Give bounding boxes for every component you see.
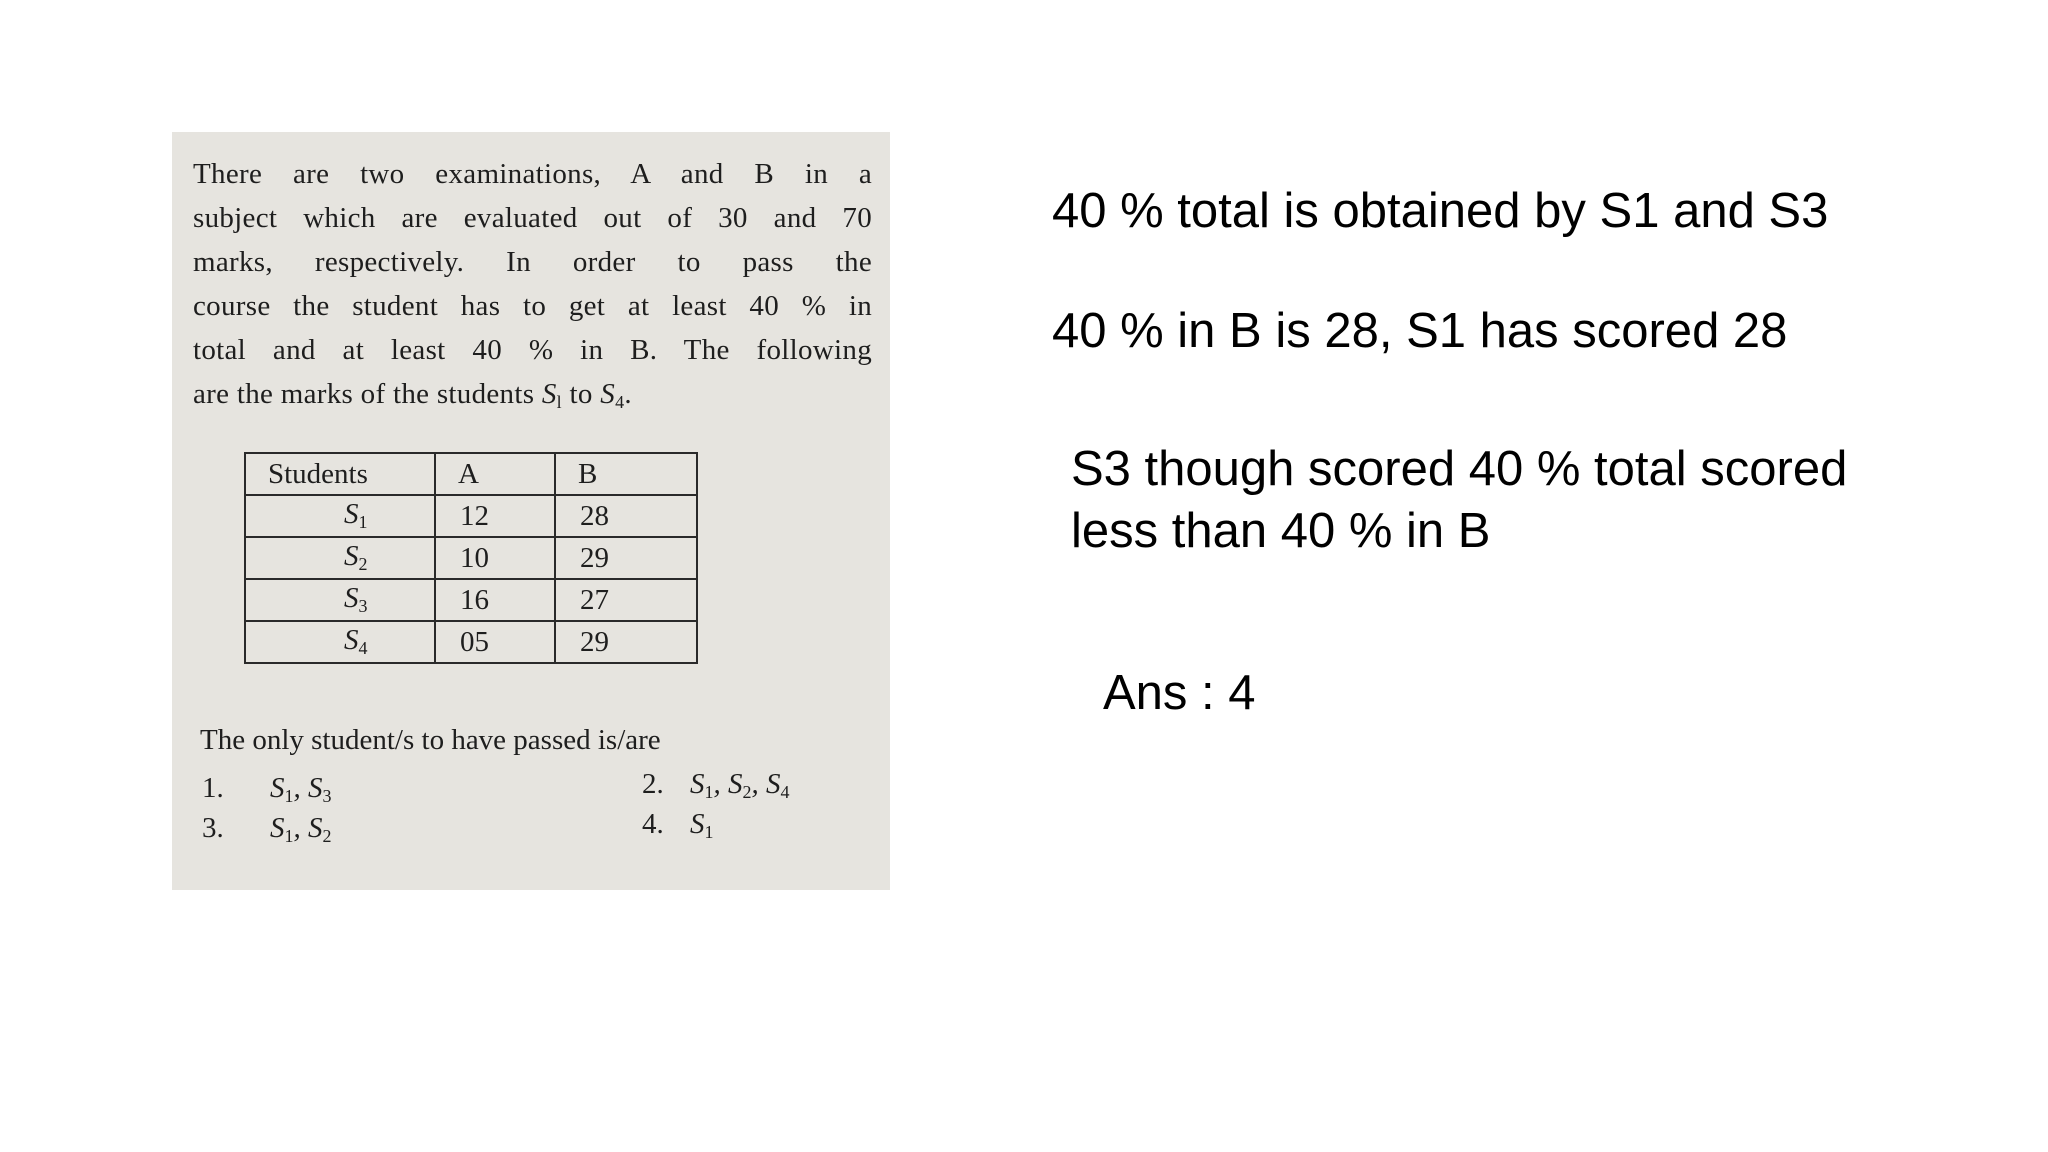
table-header-row (245, 453, 697, 495)
student-cell: $S_2$ (245, 537, 435, 579)
mark-b-cell: 27 (555, 579, 697, 621)
student-symbol: $S_l$ (541, 378, 562, 413)
table-row (245, 621, 697, 663)
answer-text: Ans : 4 (1103, 666, 1256, 720)
paragraph-line-final: are the marks of the students $S_l$ to $S_4$. (193, 378, 632, 413)
paragraph-line: subject which are evaluated out of 30 and 70 (193, 202, 872, 234)
paragraph-line: total and at least 40 % in B. The following (193, 334, 872, 366)
question-scan (172, 132, 890, 890)
mark-a-cell: 10 (435, 537, 555, 579)
paragraph-line: There are two examinations, A and B in a (193, 158, 872, 190)
table-row (245, 495, 697, 537)
mark-a-cell: 16 (435, 579, 555, 621)
question-paragraph (193, 152, 872, 424)
mark-b-cell: 28 (555, 495, 697, 537)
table-row (245, 537, 697, 579)
note-b-threshold: 40 % in B is 28, S1 has scored 28 (1052, 304, 1788, 358)
option-4: 4. $S_1$ (642, 808, 714, 843)
paragraph-line: course the student has to get at least 40 % in (193, 290, 872, 322)
student-symbol: $S_4$ (600, 378, 625, 413)
header-students: Students (245, 453, 435, 495)
header-b: B (555, 453, 697, 495)
student-cell: $S_3$ (245, 579, 435, 621)
option-2: 2. $S_1$, $S_2$, $S_4$ (642, 768, 790, 803)
mark-b-cell: 29 (555, 621, 697, 663)
header-a: A (435, 453, 555, 495)
marks-table (244, 452, 698, 664)
student-cell: $S_1$ (245, 495, 435, 537)
option-3: 3. $S_1$, $S_2$ (202, 812, 332, 847)
table-row (245, 579, 697, 621)
mark-b-cell: 29 (555, 537, 697, 579)
connector-word: to (569, 378, 593, 410)
student-cell: $S_4$ (245, 621, 435, 663)
option-1: 1. $S_1$, $S_3$ (202, 772, 332, 807)
note-s3-line2: less than 40 % in B (1071, 504, 1491, 558)
paragraph-line: are the marks of the students (193, 378, 535, 410)
note-s3 (1071, 438, 1847, 562)
note-total: 40 % total is obtained by S1 and S3 (1052, 184, 1829, 238)
question-stem: The only student/s to have passed is/are (200, 724, 661, 756)
mark-a-cell: 12 (435, 495, 555, 537)
mark-a-cell: 05 (435, 621, 555, 663)
note-s3-line1: S3 though scored 40 % total scored (1071, 442, 1848, 496)
paragraph-line: marks, respectively. In order to pass the (193, 246, 872, 278)
